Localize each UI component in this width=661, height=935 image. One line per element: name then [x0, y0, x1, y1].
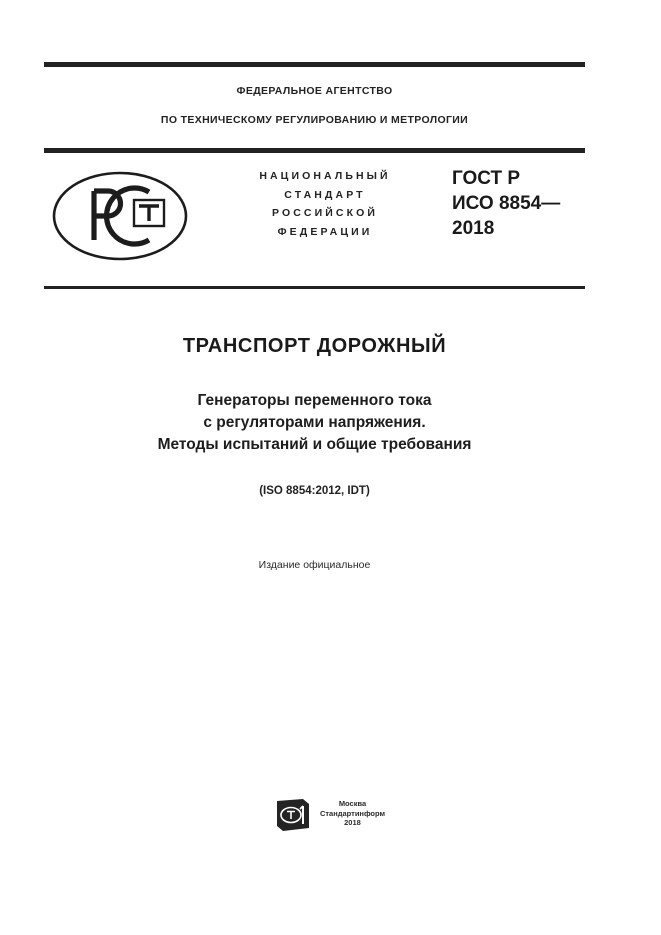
iso-reference: (ISO 8854:2012, IDT): [259, 485, 370, 497]
standard-number-line-1: ГОСТ Р: [452, 168, 521, 189]
standard-number-line-3: 2018: [452, 218, 495, 239]
standard-number: [452, 166, 632, 241]
rule-second: [44, 148, 585, 153]
document-subtitle-line-2: с регуляторами напряжения.: [203, 414, 426, 431]
national-standard-label: [194, 167, 456, 241]
agency-line-2: ПО ТЕХНИЧЕСКОМУ РЕГУЛИРОВАНИЮ И МЕТРОЛОГИИ: [160, 113, 469, 126]
title-block: [44, 336, 585, 570]
agency-header: [44, 86, 585, 125]
document-subtitle-line-1: Генераторы переменного тока: [197, 392, 432, 409]
document-subtitle-line-3: Методы испытаний и общие требования: [157, 436, 472, 453]
national-standard-line-3: РОССИЙСКОЙ: [272, 207, 378, 219]
standartinform-logo-icon: [276, 798, 312, 832]
national-standard-line-2: СТАНДАРТ: [284, 188, 366, 201]
national-standard-line-1: НАЦИОНАЛЬНЫЙ: [259, 170, 391, 182]
national-standard-line-4: ФЕДЕРАЦИИ: [277, 225, 373, 238]
document-title: ТРАНСПОРТ ДОРОЖНЫЙ: [182, 335, 447, 357]
rule-top: [44, 62, 585, 67]
rule-third: [44, 286, 585, 289]
imprint-year: 2018: [344, 818, 361, 828]
imprint-text: [320, 798, 385, 828]
rostest-gost-r-emblem-icon: [50, 166, 190, 266]
standard-identity-band: [44, 160, 585, 280]
imprint-city: Москва: [338, 799, 367, 808]
standard-number-line-2: ИСО 8854—: [452, 193, 561, 214]
edition-note: Издание официальное: [258, 558, 371, 571]
agency-line-1: ФЕДЕРАЛЬНОЕ АГЕНТСТВО: [236, 85, 393, 97]
publisher-imprint: [0, 798, 661, 832]
imprint-publisher: Стандартинформ: [319, 808, 386, 818]
